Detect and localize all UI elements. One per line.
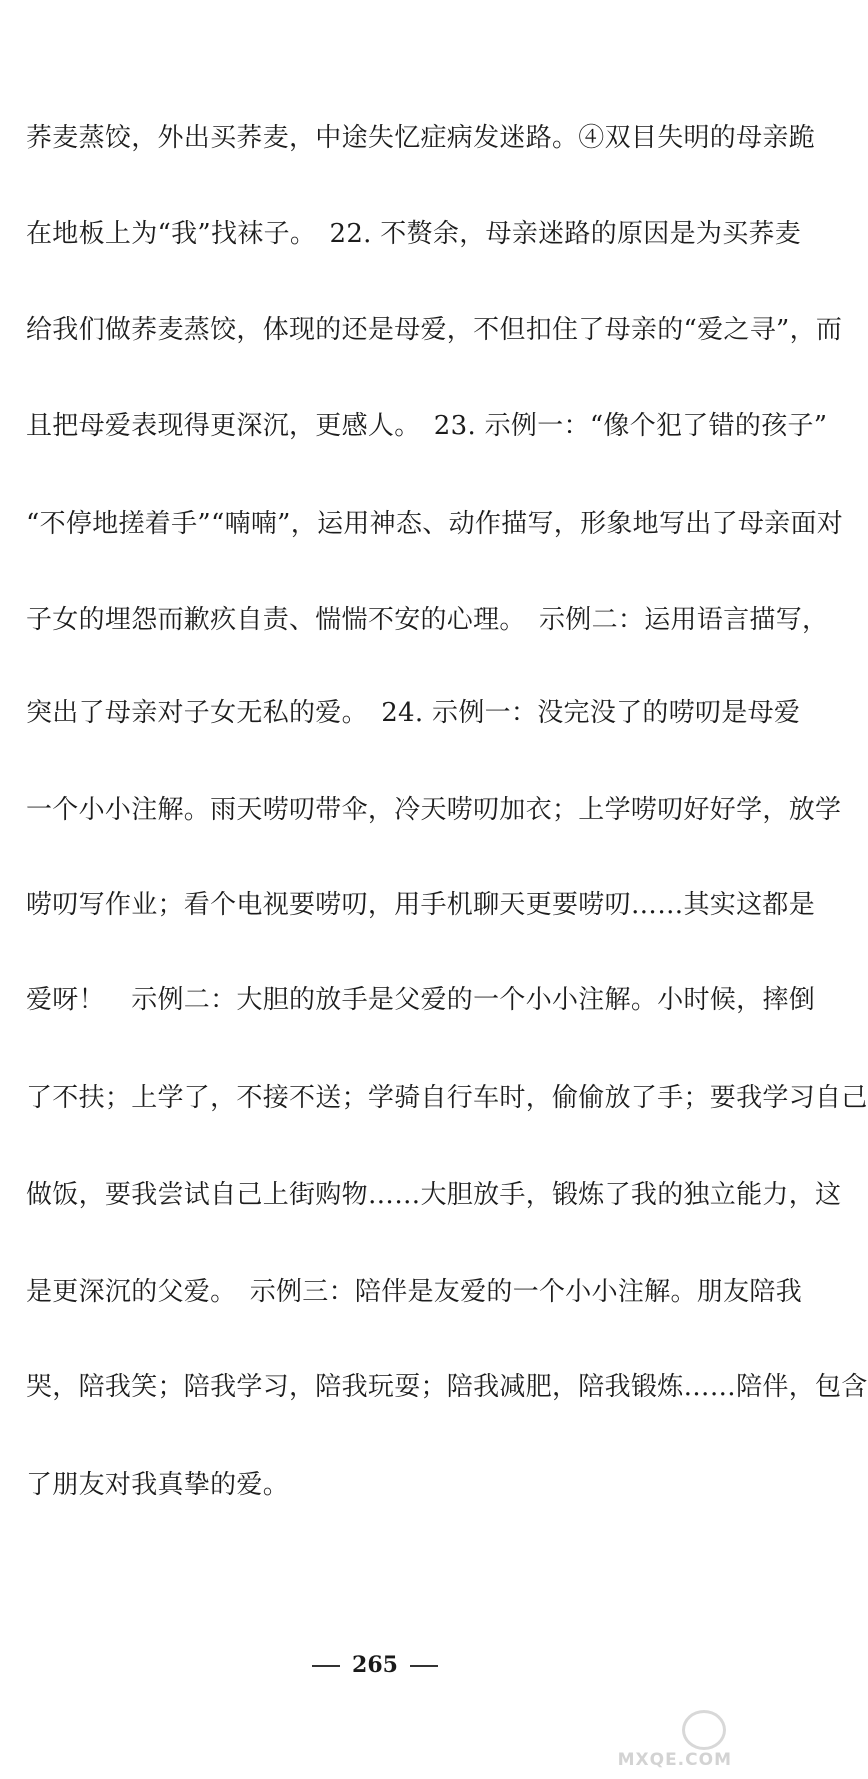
watermark-logo-icon	[682, 1710, 726, 1750]
text-line: 且把母爱表现得更深沉，更感人。 23. 示例一：“像个犯了错的孩子”	[26, 411, 828, 441]
text-line: 做饭，要我尝试自己上街购物……大胆放手，锻炼了我的独立能力，这	[26, 1180, 842, 1210]
watermark-text: MXQE.COM	[617, 1750, 732, 1770]
text-line: 在地板上为“我”找袜子。 22. 不赘余，母亲迷路的原因是为买荞麦	[26, 219, 802, 249]
page-number: 265	[352, 1652, 398, 1678]
footer-dash-right	[410, 1665, 438, 1667]
text-line: 了不扶；上学了，不接不送；学骑自行车时，偷偷放了手；要我学习自己	[26, 1083, 868, 1113]
page-footer	[0, 1652, 750, 1678]
site-watermark	[582, 1710, 732, 1772]
footer-dash-left	[312, 1665, 340, 1667]
text-line: 爱呀！ 示例二：大胆的放手是父爱的一个小小注解。小时候，摔倒	[26, 985, 816, 1015]
text-line: 哭，陪我笑；陪我学习，陪我玩耍；陪我减肥，陪我锻炼……陪伴，包含	[26, 1372, 868, 1402]
text-line: 是更深沉的父爱。 示例三：陪伴是友爱的一个小小注解。朋友陪我	[26, 1277, 803, 1307]
text-line: 了朋友对我真挚的爱。	[26, 1470, 290, 1500]
text-line: 唠叨写作业；看个电视要唠叨，用手机聊天更要唠叨……其实这都是	[26, 890, 816, 920]
text-line: 给我们做荞麦蒸饺，体现的还是母爱，不但扣住了母亲的“爱之寻”，而	[26, 315, 843, 345]
text-line: 子女的埋怨而歉疚自责、惴惴不安的心理。 示例二：运用语言描写，	[26, 605, 829, 635]
text-line: 突出了母亲对子女无私的爱。 24. 示例一：没完没了的唠叨是母爱	[26, 698, 801, 728]
text-line: 一个小小注解。雨天唠叨带伞，冷天唠叨加衣；上学唠叨好好学，放学	[26, 795, 842, 825]
text-line: “不停地搓着手”“喃喃”，运用神态、动作描写，形象地写出了母亲面对	[26, 509, 844, 539]
text-line: 荞麦蒸饺，外出买荞麦，中途失忆症病发迷路。④双目失明的母亲跪	[26, 123, 816, 153]
